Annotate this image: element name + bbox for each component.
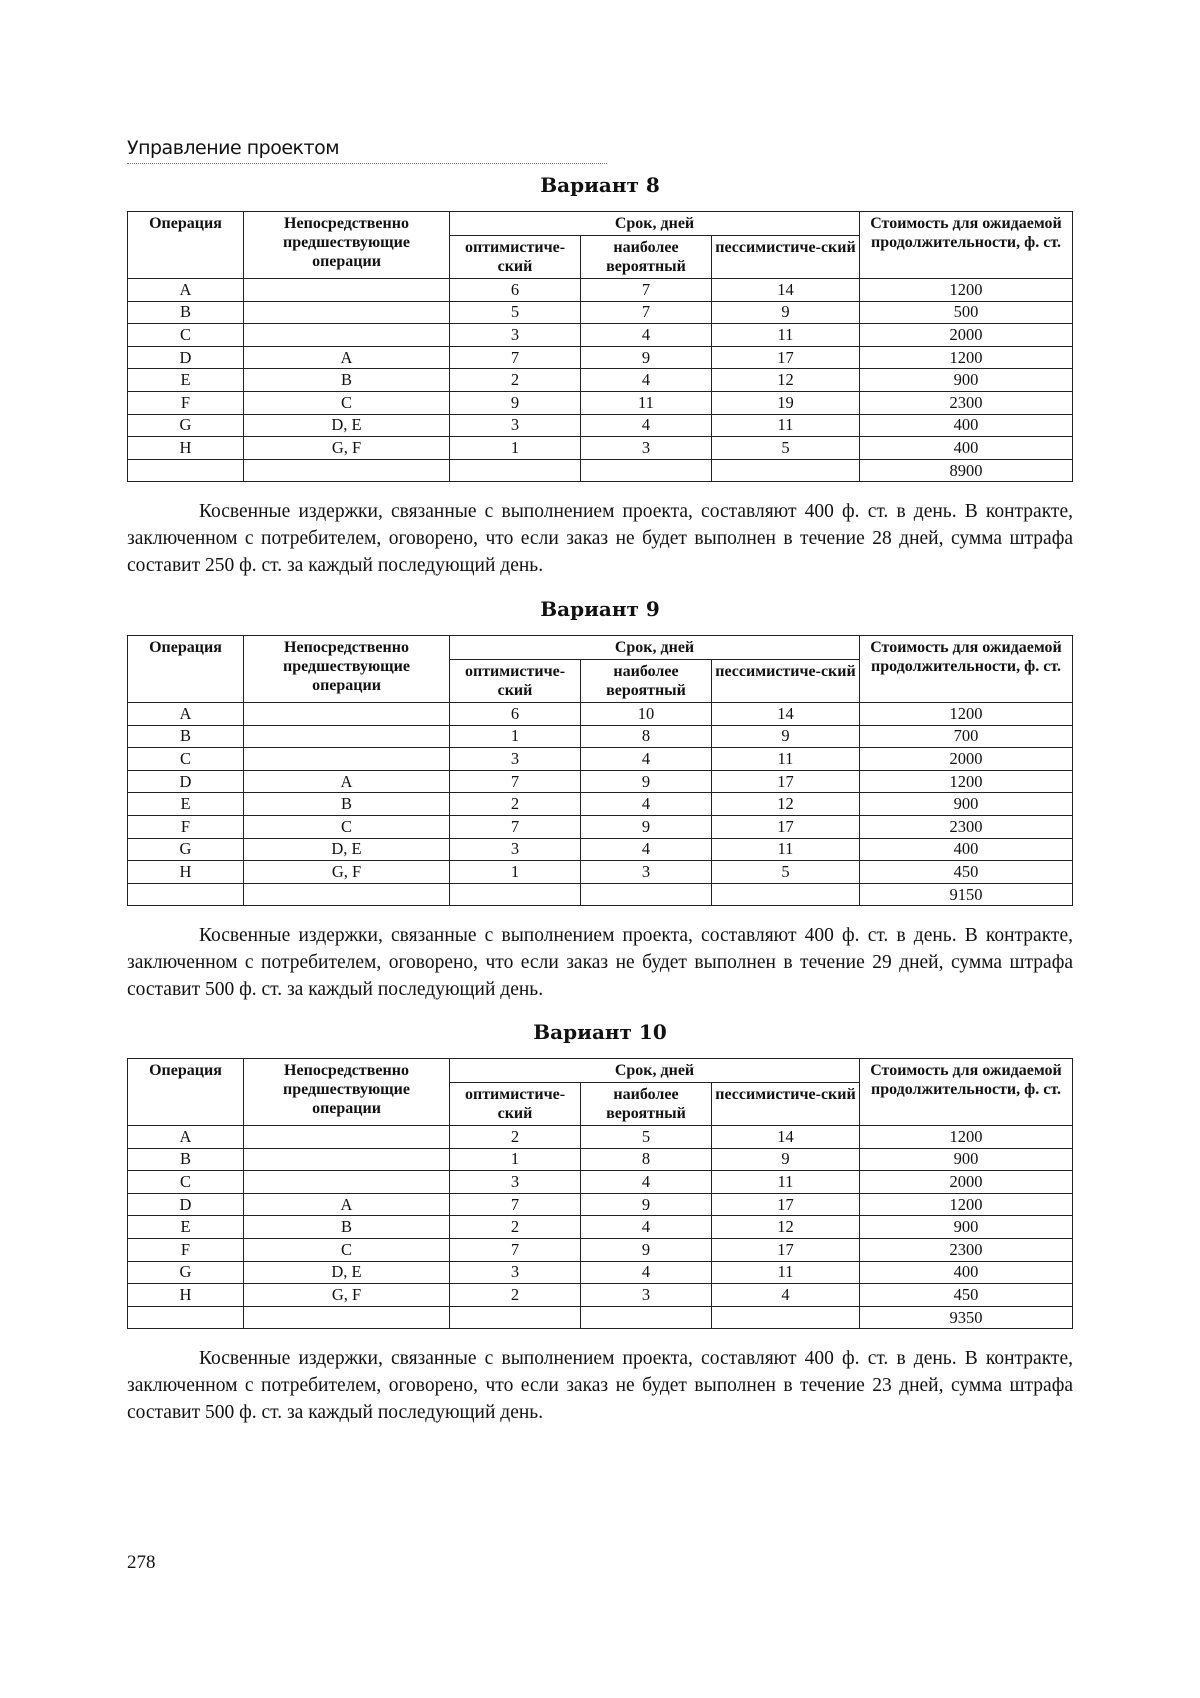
table-cell: H: [128, 437, 244, 460]
table-cell: [450, 1306, 581, 1329]
table-cell: [244, 748, 450, 771]
table-cell: 7: [450, 815, 581, 838]
table-cell: [244, 459, 450, 482]
table-cell: 400: [860, 1261, 1073, 1284]
table-cell: C: [128, 748, 244, 771]
table-cell: 17: [712, 1193, 860, 1216]
table-cell: [581, 883, 712, 906]
table-cell: 4: [581, 1171, 712, 1194]
table-cell: 9: [581, 346, 712, 369]
table-cell: 7: [450, 770, 581, 793]
table-cell: 17: [712, 1238, 860, 1261]
table-cell: G, F: [244, 1284, 450, 1307]
table-cell: [244, 1126, 450, 1149]
table-cell: 3: [450, 324, 581, 347]
table-row: [128, 1216, 1073, 1239]
table-row: [128, 838, 1073, 861]
table-cell: 6: [450, 703, 581, 726]
table-cell: 2: [450, 369, 581, 392]
table-cell: 3: [581, 861, 712, 884]
table-cell: 4: [581, 324, 712, 347]
table-cell: 5: [712, 437, 860, 460]
table-cell: G: [128, 838, 244, 861]
variant-title: Вариант 9: [540, 597, 660, 621]
table-cell: 2: [450, 1126, 581, 1149]
variant-title: Вариант 8: [540, 173, 660, 197]
table-cell: 1200: [860, 346, 1073, 369]
table-cell: 9: [450, 391, 581, 414]
conditions-paragraph: Косвенные издержки, связанные с выполнением проекта, составляют 400 ф. ст. в день. В контракте, заключенном с потребителем, оговорено, что если заказ не будет выполнен в течение 29 дней, сумма штрафа составит 500 ф. ст. за каждый последующий день.: [127, 925, 1073, 1001]
table-row: [128, 346, 1073, 369]
table-cell: C: [244, 391, 450, 414]
table-cell: 6: [450, 279, 581, 302]
conditions-paragraph: Косвенные издержки, связанные с выполнением проекта, составляют 400 ф. ст. в день. В контракте, заключенном с потребителем, оговорено, что если заказ не будет выполнен в течение 23 дней, сумма штрафа составит 500 ф. ст. за каждый последующий день.: [127, 1348, 1073, 1424]
table-cell: 9: [581, 770, 712, 793]
table-cell: A: [244, 346, 450, 369]
table-cell: D: [128, 346, 244, 369]
table-cell: 1200: [860, 770, 1073, 793]
table-cell: 4: [581, 414, 712, 437]
table-cell: 1: [450, 861, 581, 884]
table-cell: 2000: [860, 324, 1073, 347]
table-cell: [712, 883, 860, 906]
table-cell: 7: [450, 1238, 581, 1261]
header-most-likely: наиболее вероятный: [581, 236, 712, 279]
table-cell: 2: [450, 1284, 581, 1307]
table-cell: C: [128, 324, 244, 347]
table-cell: D: [128, 1193, 244, 1216]
table-cell: 11: [712, 324, 860, 347]
table-cell: 2000: [860, 748, 1073, 771]
table-row: [128, 391, 1073, 414]
table-cell: D, E: [244, 838, 450, 861]
table-cell: 5: [450, 301, 581, 324]
header-cost: Стоимость для ожидаемой продолжительности, ф. ст.: [860, 212, 1073, 279]
table-cell: 17: [712, 770, 860, 793]
table-cell: 11: [712, 1171, 860, 1194]
header-operation: Операция: [128, 636, 244, 703]
table-cell: G: [128, 414, 244, 437]
table-cell: 19: [712, 391, 860, 414]
table-cell: 4: [581, 1216, 712, 1239]
table-cell: 7: [581, 279, 712, 302]
table-cell: 500: [860, 301, 1073, 324]
operations-table: [127, 211, 1073, 482]
table-cell: 9: [581, 1238, 712, 1261]
total-row: [128, 883, 1073, 906]
table-cell: [450, 883, 581, 906]
table-cell: 8: [581, 1148, 712, 1171]
table-row: [128, 1238, 1073, 1261]
table-cell: 7: [450, 1193, 581, 1216]
table-cell: G, F: [244, 861, 450, 884]
header-operation: Операция: [128, 212, 244, 279]
table-cell: 4: [581, 838, 712, 861]
table-cell: B: [128, 301, 244, 324]
table-cell: 11: [712, 1261, 860, 1284]
table-cell: 14: [712, 279, 860, 302]
table-cell: [244, 301, 450, 324]
table-cell: B: [128, 1148, 244, 1171]
table-cell: [244, 1306, 450, 1329]
table-cell: 2300: [860, 1238, 1073, 1261]
table-cell: [244, 883, 450, 906]
header-operation: Операция: [128, 1059, 244, 1126]
table-cell: 5: [581, 1126, 712, 1149]
conditions-paragraph: Косвенные издержки, связанные с выполнением проекта, составляют 400 ф. ст. в день. В контракте, заключенном с потребителем, оговорено, что если заказ не будет выполнен в течение 28 дней, сумма штрафа составит 250 ф. ст. за каждый последующий день.: [127, 501, 1073, 577]
table-row: [128, 1126, 1073, 1149]
table-cell: [128, 1306, 244, 1329]
table-cell: 1: [450, 725, 581, 748]
header-most-likely: наиболее вероятный: [581, 1083, 712, 1126]
table-cell: G: [128, 1261, 244, 1284]
total-cost: 8900: [860, 459, 1073, 482]
table-cell: B: [244, 793, 450, 816]
table-row: [128, 748, 1073, 771]
table-cell: A: [128, 703, 244, 726]
table-row: [128, 1284, 1073, 1307]
table-cell: 900: [860, 369, 1073, 392]
header-pessimistic: пессимистиче-ский: [712, 1083, 860, 1126]
table-cell: C: [244, 1238, 450, 1261]
table-cell: 2: [450, 793, 581, 816]
table-cell: 14: [712, 1126, 860, 1149]
table-cell: 400: [860, 437, 1073, 460]
table-cell: [712, 1306, 860, 1329]
table-cell: E: [128, 369, 244, 392]
table-cell: [581, 1306, 712, 1329]
table-cell: 700: [860, 725, 1073, 748]
table-row: [128, 770, 1073, 793]
table-row: [128, 279, 1073, 302]
table-cell: 4: [712, 1284, 860, 1307]
table-cell: A: [244, 1193, 450, 1216]
table-cell: 3: [450, 414, 581, 437]
table-cell: 3: [581, 437, 712, 460]
table-cell: 4: [581, 369, 712, 392]
header-optimistic: оптимистиче-ский: [450, 1083, 581, 1126]
table-cell: H: [128, 1284, 244, 1307]
table-cell: [450, 459, 581, 482]
header-predecessors: Непосредственно предшествующие операции: [244, 1059, 450, 1126]
table-row: [128, 703, 1073, 726]
table-cell: 8: [581, 725, 712, 748]
table-row: [128, 815, 1073, 838]
table-cell: 450: [860, 1284, 1073, 1307]
table-cell: 3: [450, 748, 581, 771]
table-cell: [244, 725, 450, 748]
table-row: [128, 369, 1073, 392]
header-pessimistic: пессимистиче-ский: [712, 660, 860, 703]
page-number: 278: [127, 1552, 156, 1573]
table-cell: F: [128, 391, 244, 414]
table-cell: 400: [860, 414, 1073, 437]
table-cell: C: [244, 815, 450, 838]
table-cell: F: [128, 1238, 244, 1261]
table-row: [128, 1171, 1073, 1194]
header-cost: Стоимость для ожидаемой продолжительности, ф. ст.: [860, 1059, 1073, 1126]
table-cell: 11: [712, 414, 860, 437]
table-cell: 900: [860, 1216, 1073, 1239]
table-cell: 3: [450, 838, 581, 861]
table-cell: 900: [860, 793, 1073, 816]
table-cell: A: [128, 1126, 244, 1149]
table-cell: H: [128, 861, 244, 884]
table-cell: 900: [860, 1148, 1073, 1171]
table-cell: 1200: [860, 703, 1073, 726]
table-row: [128, 437, 1073, 460]
table-cell: 10: [581, 703, 712, 726]
table-row: [128, 1148, 1073, 1171]
table-cell: 2300: [860, 815, 1073, 838]
table-cell: [244, 703, 450, 726]
total-cost: 9150: [860, 883, 1073, 906]
table-cell: F: [128, 815, 244, 838]
table-cell: 1200: [860, 1126, 1073, 1149]
table-cell: 1200: [860, 279, 1073, 302]
table-cell: 11: [712, 838, 860, 861]
table-cell: 17: [712, 346, 860, 369]
table-cell: 4: [581, 1261, 712, 1284]
table-cell: 12: [712, 369, 860, 392]
table-cell: D: [128, 770, 244, 793]
table-cell: B: [244, 1216, 450, 1239]
header-duration: Срок, дней: [450, 636, 860, 660]
running-head: Управление проектом: [127, 137, 607, 164]
table-cell: 14: [712, 703, 860, 726]
header-predecessors: Непосредственно предшествующие операции: [244, 636, 450, 703]
header-most-likely: наиболее вероятный: [581, 660, 712, 703]
table-cell: 3: [450, 1261, 581, 1284]
table-cell: [244, 1171, 450, 1194]
table-cell: 3: [450, 1171, 581, 1194]
total-row: [128, 459, 1073, 482]
table-row: [128, 861, 1073, 884]
table-cell: 2000: [860, 1171, 1073, 1194]
table-cell: [581, 459, 712, 482]
total-cost: 9350: [860, 1306, 1073, 1329]
header-duration: Срок, дней: [450, 1059, 860, 1083]
table-cell: 5: [712, 861, 860, 884]
table-row: [128, 1261, 1073, 1284]
table-cell: [712, 459, 860, 482]
variant-title: Вариант 10: [533, 1020, 667, 1044]
table-cell: 9: [581, 1193, 712, 1216]
table-row: [128, 725, 1073, 748]
table-cell: 9: [712, 725, 860, 748]
table-cell: 450: [860, 861, 1073, 884]
table-cell: B: [128, 725, 244, 748]
table-row: [128, 324, 1073, 347]
variant-section: [127, 1020, 1073, 1426]
table-cell: 9: [581, 815, 712, 838]
header-predecessors: Непосредственно предшествующие операции: [244, 212, 450, 279]
table-cell: 11: [581, 391, 712, 414]
variant-section: [127, 597, 1073, 1003]
table-cell: 2300: [860, 391, 1073, 414]
table-cell: A: [128, 279, 244, 302]
header-optimistic: оптимистиче-ский: [450, 236, 581, 279]
table-cell: [244, 279, 450, 302]
table-cell: D, E: [244, 414, 450, 437]
table-row: [128, 301, 1073, 324]
operations-table: [127, 1058, 1073, 1329]
header-duration: Срок, дней: [450, 212, 860, 236]
table-cell: 4: [581, 748, 712, 771]
table-cell: 1200: [860, 1193, 1073, 1216]
table-cell: E: [128, 793, 244, 816]
header-cost: Стоимость для ожидаемой продолжительности, ф. ст.: [860, 636, 1073, 703]
table-cell: 7: [450, 346, 581, 369]
table-cell: C: [128, 1171, 244, 1194]
table-cell: 4: [581, 793, 712, 816]
table-cell: B: [244, 369, 450, 392]
table-cell: 400: [860, 838, 1073, 861]
table-cell: 11: [712, 748, 860, 771]
table-row: [128, 414, 1073, 437]
table-cell: A: [244, 770, 450, 793]
table-cell: E: [128, 1216, 244, 1239]
table-cell: D, E: [244, 1261, 450, 1284]
table-cell: [244, 1148, 450, 1171]
table-row: [128, 1193, 1073, 1216]
table-cell: 9: [712, 301, 860, 324]
table-cell: 9: [712, 1148, 860, 1171]
table-cell: 2: [450, 1216, 581, 1239]
variant-section: [127, 173, 1073, 579]
table-cell: 1: [450, 1148, 581, 1171]
table-cell: [128, 883, 244, 906]
header-optimistic: оптимистиче-ский: [450, 660, 581, 703]
table-cell: 17: [712, 815, 860, 838]
total-row: [128, 1306, 1073, 1329]
table-cell: 7: [581, 301, 712, 324]
table-cell: 12: [712, 793, 860, 816]
table-row: [128, 793, 1073, 816]
table-cell: G, F: [244, 437, 450, 460]
header-pessimistic: пессимистиче-ский: [712, 236, 860, 279]
table-cell: 3: [581, 1284, 712, 1307]
table-cell: [128, 459, 244, 482]
table-cell: [244, 324, 450, 347]
table-cell: 1: [450, 437, 581, 460]
operations-table: [127, 635, 1073, 906]
table-cell: 12: [712, 1216, 860, 1239]
